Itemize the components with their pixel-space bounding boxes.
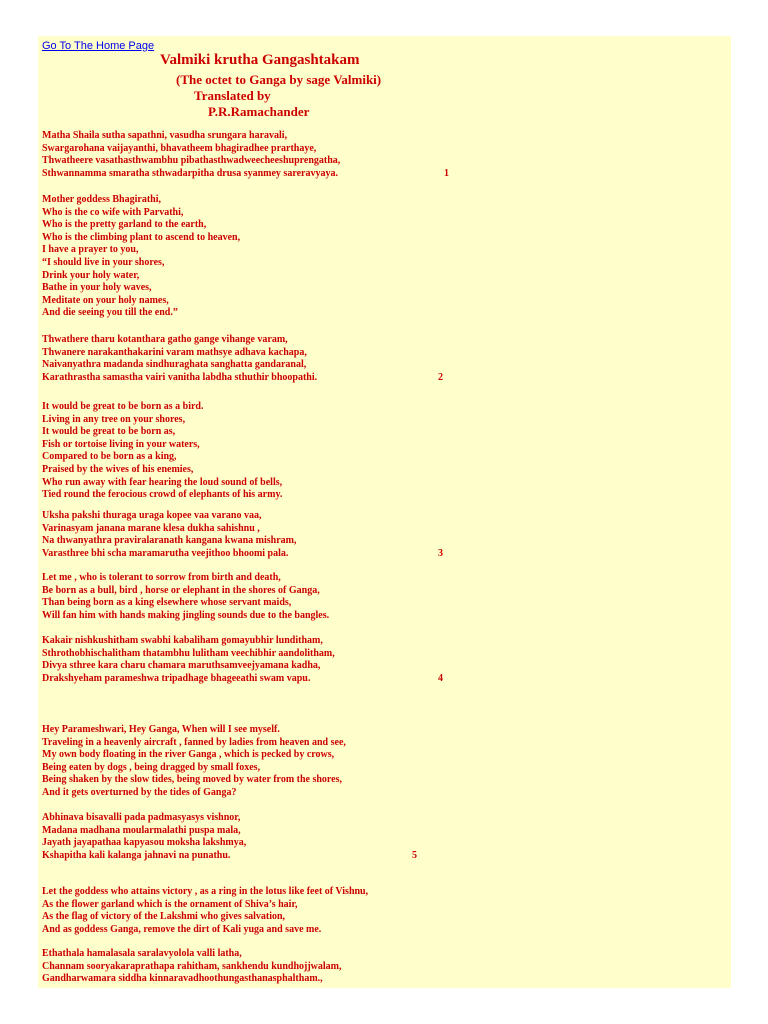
stanza-line: Will fan him with hands making jingling sounds due to the bangles. [42,609,330,621]
stanza-line: Than being born as a king elsewhere whose servant maids, [42,597,292,609]
stanza-line: Uksha pakshi thuraga uraga kopee vaa varano vaa, [42,510,262,521]
document-page [38,36,731,988]
stanza-line: Jayath jayapathaa kapyasou moksha lakshmya, [42,837,247,849]
stanza-2 [42,194,240,320]
stanza-line: Be born as a bull, bird , horse or elephant in the shores of Ganga, [42,584,320,596]
stanza-9 [42,812,246,862]
stanza-line: As the flower garland which is the ornament of Shiva’s hair, [42,898,298,910]
stanza-line: Praised by the wives of his enemies, [42,463,194,475]
home-page-link[interactable]: Go To The Home Page [42,40,155,52]
stanza-line: Ethathala hamalasala saralavyolola valli latha, [42,948,242,959]
stanza-3 [42,334,317,384]
stanza-line: Fish or tortoise living in your waters, [42,438,200,450]
verse-number: 2 [438,371,443,383]
stanza-line: Who is the co wife with Parvathi, [42,206,184,218]
stanza-6 [42,572,329,622]
stanza-line: Let me , who is tolerant to sorrow from birth and death, [42,572,281,583]
stanza-line: Swargarohana vaijayanthi, bhavatheem bhagiradhee prarthaye, [42,142,317,154]
stanza-7 [42,635,335,685]
stanza-8 [42,724,346,800]
stanza-line: Abhinava bisavalli pada padmasyasys vishnor, [42,812,241,823]
stanza-line: Thwatheere vasathasthwambhu pibathasthwadweecheeshuprengatha, [42,155,341,167]
stanza-line: Channam sooryakaraprathapa rahitham, sankhendu kundhojjwalam, [42,960,342,972]
stanza-line: My own body floating in the river Ganga , which is pecked by crows, [42,749,335,761]
stanza-line: Compared to be born as a king, [42,451,177,463]
verse-number: 4 [438,672,443,684]
stanza-line: And as goddess Ganga, remove the dirt of Kali yuga and save me. [42,923,322,935]
stanza-line: Mother goddess Bhagirathi, [42,194,161,205]
verse-number: 1 [444,167,449,179]
stanza-line: Divya sthree kara charu chamara maruthsamveejyamana kadha, [42,660,321,672]
stanza-line: Varinasyam janana marane klesa dukha sahishnu , [42,522,260,534]
stanza-line: Naivanyathra madanda sindhuraghata sanghatta gandaranal, [42,359,307,371]
stanza-line: Living in any tree on your shores, [42,413,186,425]
verse-number: 3 [438,547,443,559]
stanza-line: Kshapitha kali kalanga jahnavi na punathu. [42,849,231,861]
stanza-line: Let the goddess who attains victory , as a ring in the lotus like feet of Vishnu, [42,886,369,897]
stanza-line: Sthwannamma smaratha sthwadarpitha drusa syanmey sareravyaya. [42,167,338,179]
verse-number: 5 [412,849,417,861]
stanza-line: Bathe in your holy waves, [42,282,152,294]
stanza-line: Gandharwamara siddha kinnaravadhoothungasthanasphaltham., [42,973,323,985]
stanza-line: And die seeing you till the end.” [42,307,178,319]
stanza-line: Hey Parameshwari, Hey Ganga, When will I see myself. [42,724,280,735]
stanza-line: Na thwanyathra praviralaranath kangana kwana mishram, [42,535,297,547]
stanza-line: Thwathere tharu kotanthara gatho gange vihange varam, [42,334,288,345]
stanza-1 [42,130,340,180]
stanza-line: Kakair nishkushitham swabhi kabaliham gomayubhir lunditham, [42,635,323,646]
stanza-line: Meditate on your holy names, [42,294,169,306]
stanza-10 [42,886,368,936]
stanza-line: Karathrastha samastha vairi vanitha labdha sthuthir bhoopathi. [42,371,318,383]
stanza-5 [42,510,296,560]
stanza-line: As the flag of victory of the Lakshmi who gives salvation, [42,911,286,923]
stanza-line: It would be great to be born as, [42,426,176,438]
stanza-line: And it gets overturned by the tides of Ganga? [42,786,237,798]
stanza-11 [42,948,342,986]
stanza-line: Drakshyeham parameshwa tripadhage bhageeathi swam vapu. [42,672,311,684]
stanza-line: Being eaten by dogs , being dragged by small foxes, [42,761,261,773]
stanza-line: Varasthree bhi scha maramarutha veejithoo bhoomi pala. [42,547,289,559]
stanza-line: Being shaken by the slow tides, being moved by water from the shores, [42,774,343,786]
page-title: Valmiki krutha Gangashtakam [160,52,360,68]
stanza-line: Drink your holy water, [42,269,140,281]
translated-by-label: Translated by [194,88,271,103]
stanza-line: Tied round the ferocious crowd of elephants of his army. [42,489,283,501]
stanza-4 [42,401,282,502]
stanza-line: It would be great to be born as a bird. [42,401,204,412]
stanza-line: Who is the pretty garland to the earth, [42,219,207,231]
stanza-line: Who run away with fear hearing the loud sound of bells, [42,476,283,488]
stanza-line: Thwanere narakanthakarini varam mathsye adhava kachapa, [42,346,307,358]
stanza-line: Sthrothobhischalitham thatambhu lulitham veechibhir aandolitham, [42,647,335,659]
stanza-line: Who is the climbing plant to ascend to heaven, [42,231,241,243]
stanza-line: Matha Shaila sutha sapathni, vasudha srungara haravali, [42,130,288,141]
stanza-line: “I should live in your shores, [42,256,165,268]
page-subtitle: (The octet to Ganga by sage Valmiki) [176,72,382,87]
stanza-line: I have a prayer to you, [42,244,139,256]
author-name: P.R.Ramachander [208,104,310,119]
stanza-line: Madana madhana moularmalathi puspa mala, [42,824,241,836]
stanza-line: Traveling in a heavenly aircraft , fanned by ladies from heaven and see, [42,736,346,748]
